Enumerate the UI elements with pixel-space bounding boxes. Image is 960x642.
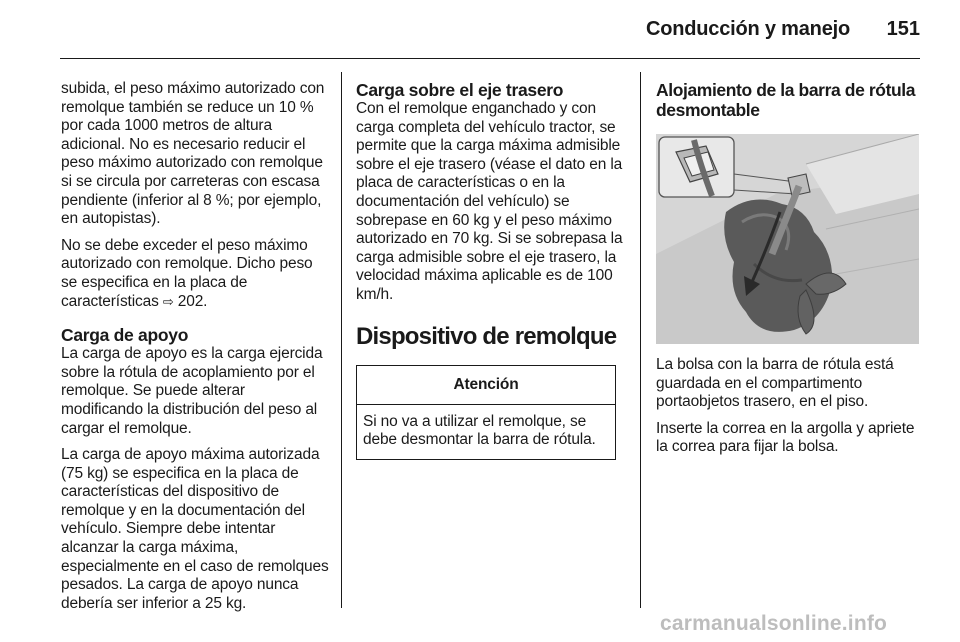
paragraph: Con el remolque enganchado y con carga completa del vehículo tractor, se permite que la carga máxima admisible sobre el eje trasero (véase el dato en la placa de características o en la documentación del vehículo) se sobrepase en 60 kg y el peso máximo autorizado en 70 kg. Si se sobrepasa la carga admisible sobre el eje trasero, la velocidad máxima aplicable es de 100 km/h. [356, 100, 623, 303]
warning-title: Atención [357, 366, 615, 405]
paragraph [61, 237, 331, 311]
paragraph: La carga de apoyo máxima autorizada (75 kg) se especifica en la placa de características del dispositivo de remolque y en la documentación del vehículo. Siempre debe intentar alcanzar la carga máxima, especialmente en el caso de remolques pesados. La carga de apoyo nunca debería ser inferior a 25 kg. [61, 446, 329, 612]
column-divider-1 [341, 72, 342, 608]
watermark: carmanualsonline.info [660, 612, 888, 635]
paragraph: La bolsa con la barra de rótula está guardada en el compartimento portaobjetos trasero, en el piso. [656, 356, 894, 411]
paragraph-text: No se debe exceder el peso máximo autorizado con remolque. Dicho peso se especifica en la placa de características [61, 236, 313, 310]
column-1 [61, 80, 331, 621]
warning-box [356, 365, 616, 460]
subheading-carga-de-apoyo: Carga de apoyo [61, 325, 189, 346]
reference-arrow-icon: ⇨ [162, 293, 174, 309]
column-divider-2 [640, 72, 641, 608]
page-header-title: Conducción y manejo [645, 18, 850, 40]
column-2 [356, 80, 624, 460]
subheading-alojamiento: Alojamiento de la barra de rótula desmontable [656, 80, 916, 120]
page-reference: 202. [177, 292, 208, 310]
paragraph: subida, el peso máximo autorizado con remolque también se reduce un 10 % por cada 1000 metros de altura adicional. No es necesario reducir el peso máximo autorizado con remolque si se circula por carreteras con escasa pendiente (inferior al 8 %; por ejemplo, en autopistas). [61, 80, 325, 228]
warning-text: Si no va a utilizar el remolque, se debe desmontar la barra de rótula. [363, 412, 596, 449]
column-3 [656, 80, 924, 465]
page-number: 151 [886, 18, 920, 40]
paragraph: Inserte la correa en la argolla y apriete la correa para fijar la bolsa. [656, 419, 915, 456]
section-heading-dispositivo-remolque: Dispositivo de remolque [356, 322, 617, 350]
header-rule [60, 58, 920, 59]
illustration-ball-bar-bag [656, 134, 919, 344]
subheading-carga-eje-trasero: Carga sobre el eje trasero [356, 80, 564, 100]
paragraph: La carga de apoyo es la carga ejercida sobre la rótula de acoplamiento por el remolque. Se puede alterar modificando la distribución del peso al cargar el remolque. [61, 345, 323, 437]
